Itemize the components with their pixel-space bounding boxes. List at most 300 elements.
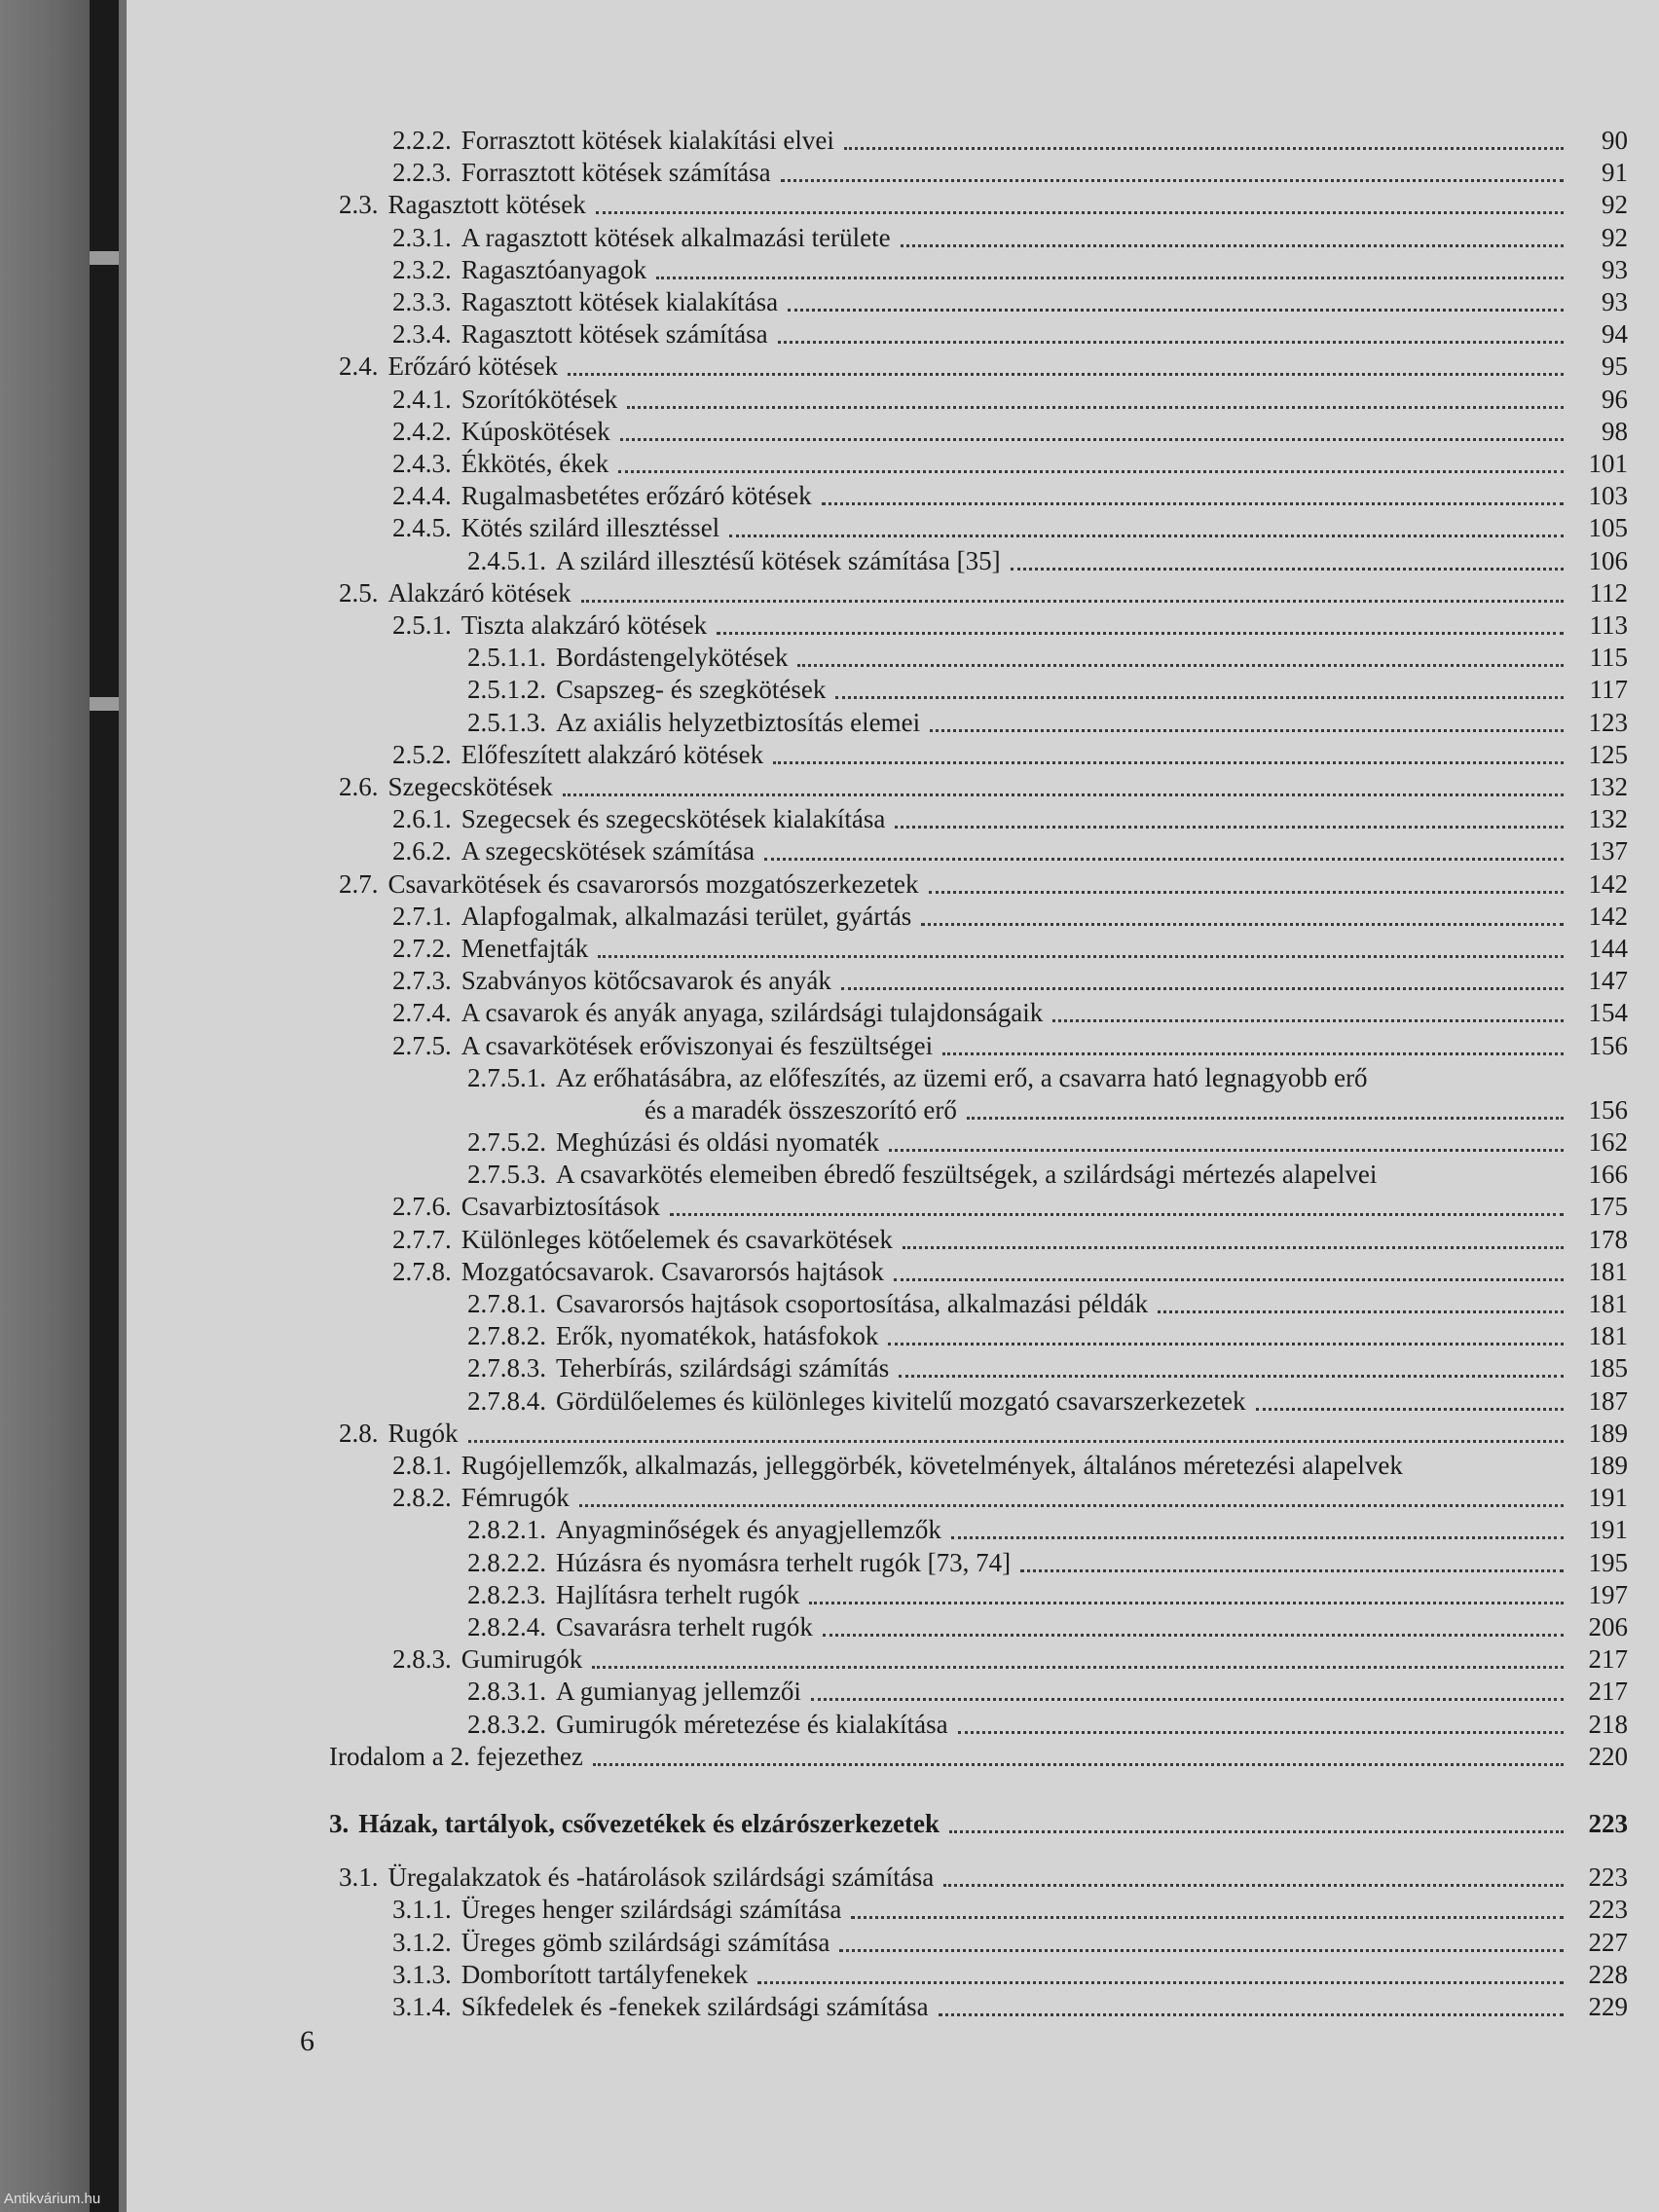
toc-entry-text: Rugójellemzők, alkalmazás, jelleggörbék, követelmények, általános méretezési alapelvek bbox=[461, 1451, 1403, 1480]
toc-entry bbox=[392, 218, 1628, 253]
toc-entry bbox=[467, 1575, 1628, 1610]
toc-entry-text: Előfeszített alakzáró kötések bbox=[461, 739, 764, 769]
toc-entry-title bbox=[339, 351, 558, 382]
toc-entry bbox=[392, 1026, 1628, 1061]
toc-entry-page: 228 bbox=[1588, 1959, 1628, 1989]
toc-entry-title bbox=[392, 223, 891, 253]
toc-entry bbox=[392, 282, 1628, 317]
toc-entry-page: 98 bbox=[1602, 416, 1628, 446]
toc-leader-dots bbox=[949, 1830, 1564, 1833]
toc-entry-page: 142 bbox=[1588, 868, 1628, 899]
toc-entry-text: Forrasztott kötések számítása bbox=[461, 158, 771, 188]
toc-entry-number: 2.8.2.1. bbox=[467, 1515, 546, 1545]
toc-leader-dots bbox=[717, 632, 1564, 635]
toc-leader-dots bbox=[889, 1149, 1564, 1152]
toc-entry-number: 2.3.3. bbox=[392, 287, 452, 316]
toc-leader-dots bbox=[930, 729, 1564, 732]
toc-entry bbox=[392, 606, 1628, 641]
toc-entry-number: 2.7.5.2. bbox=[467, 1127, 546, 1157]
toc-entry bbox=[392, 961, 1628, 996]
toc-leader-dots bbox=[670, 1213, 1564, 1216]
toc-entry-number: 2.3.4. bbox=[392, 319, 452, 350]
toc-entry-text: Az axiális helyzetbiztosítás elemei bbox=[556, 707, 921, 737]
toc-entry-number: 2.5. bbox=[339, 577, 379, 608]
toc-entry-title bbox=[467, 1677, 801, 1707]
toc-entry-text: Erőzáró kötések bbox=[387, 351, 559, 382]
toc-leader-dots bbox=[929, 891, 1564, 894]
toc-entry-title bbox=[467, 1063, 1368, 1093]
toc-entry-page: 93 bbox=[1602, 254, 1628, 284]
toc-entry-page: 195 bbox=[1588, 1547, 1628, 1577]
toc-entry-number: 2.5.1. bbox=[392, 610, 452, 640]
toc-entry bbox=[339, 865, 1628, 900]
toc-entry-text: Ragasztott kötések számítása bbox=[461, 319, 768, 350]
toc-entry-number: 2.8.2. bbox=[392, 1483, 452, 1513]
toc-entry-page: 223 bbox=[1588, 1862, 1628, 1893]
toc-entry bbox=[467, 638, 1628, 673]
toc-leader-dots bbox=[901, 244, 1564, 247]
toc-entry-title bbox=[392, 255, 646, 285]
toc-entry-page: 191 bbox=[1588, 1515, 1628, 1545]
toc-entry-page: 144 bbox=[1588, 934, 1628, 963]
toc-leader-dots bbox=[839, 1949, 1564, 1952]
toc-entry-page: 154 bbox=[1588, 998, 1628, 1028]
toc-leader-dots bbox=[598, 955, 1564, 958]
toc-entry-number: 3.1.2. bbox=[392, 1927, 452, 1957]
toc-entry bbox=[329, 1804, 1628, 1839]
toc-entry-text: Húzásra és nyomásra terhelt rugók [73, 74] bbox=[556, 1547, 1012, 1577]
toc-entry-text: Csavarkötések és csavarorsós mozgatószerkezetek bbox=[387, 868, 919, 899]
toc-entry bbox=[467, 1510, 1628, 1545]
toc-entry-title bbox=[467, 675, 826, 705]
toc-entry-title bbox=[467, 1612, 813, 1642]
toc-leader-dots bbox=[958, 1731, 1564, 1734]
toc-entry-page: 185 bbox=[1588, 1353, 1628, 1383]
toc-entry-text: Fémrugók bbox=[461, 1483, 570, 1513]
toc-entry-text: Üregalakzatok és -határolások szilárdsági számítása bbox=[387, 1862, 935, 1893]
page-number: 6 bbox=[300, 2025, 314, 2057]
toc-entry bbox=[392, 508, 1628, 543]
toc-leader-dots bbox=[967, 1117, 1564, 1120]
toc-entry bbox=[339, 1414, 1628, 1449]
toc-entry bbox=[392, 1220, 1628, 1255]
toc-entry-title bbox=[392, 1928, 830, 1958]
toc-entry-title bbox=[339, 772, 553, 802]
toc-entry-title bbox=[329, 1809, 940, 1839]
watermark: Antikvárium.hu bbox=[4, 2191, 101, 2207]
toc-entry bbox=[467, 670, 1628, 705]
toc-entry-page: 93 bbox=[1602, 287, 1628, 316]
toc-entry bbox=[467, 1155, 1628, 1190]
toc-entry bbox=[392, 1890, 1628, 1925]
toc-entry-page: 92 bbox=[1602, 222, 1628, 252]
toc-entry-number: 3.1. bbox=[339, 1862, 379, 1893]
toc-entry-title bbox=[467, 1353, 889, 1383]
toc-leader-dots bbox=[894, 1278, 1564, 1281]
toc-entry-title bbox=[339, 1419, 459, 1449]
toc-entry-text: Gördülőelemes és különleges kivitelű mozgató csavarszerkezetek bbox=[556, 1385, 1246, 1416]
toc-entry-page: 125 bbox=[1588, 739, 1628, 769]
toc-entry bbox=[392, 1987, 1628, 2022]
toc-leader-dots bbox=[773, 761, 1564, 764]
toc-entry-text: Szegecskötések bbox=[387, 772, 553, 801]
toc-entry-text: Bordástengelykötések bbox=[556, 643, 789, 673]
toc-leader-dots bbox=[618, 470, 1564, 473]
toc-entry bbox=[392, 1187, 1628, 1222]
toc-entry-number: 2.6.2. bbox=[392, 836, 452, 866]
toc-entry-number: 2.3.2. bbox=[392, 254, 452, 284]
toc-entry-title bbox=[392, 740, 763, 770]
toc-entry-number: 2.8.2.3. bbox=[467, 1579, 546, 1609]
toc-entry bbox=[392, 831, 1628, 866]
toc-entry-title bbox=[392, 449, 608, 479]
toc-entry-number: 2.4. bbox=[339, 351, 379, 382]
toc-entry-title bbox=[339, 578, 571, 608]
toc-entry-number: 2.7.5.1. bbox=[467, 1062, 546, 1092]
toc-entry-title bbox=[467, 1160, 1377, 1190]
toc-entry-page: 103 bbox=[1588, 481, 1628, 511]
toc-entry-text: Házak, tartályok, csővezetékek és elzárószerkezetek bbox=[358, 1809, 940, 1838]
toc-entry-text: Rugalmasbetétes erőzáró kötések bbox=[461, 481, 812, 511]
toc-leader-dots bbox=[563, 793, 1564, 796]
toc-entry bbox=[392, 897, 1628, 932]
toc-entry-title bbox=[392, 385, 617, 415]
toc-entry-page: 220 bbox=[1588, 1741, 1628, 1771]
toc-leader-dots bbox=[1020, 1569, 1564, 1572]
toc-entry-text: Ragasztott kötések bbox=[387, 190, 586, 220]
toc-entry-number: 2.8.3. bbox=[392, 1644, 452, 1675]
toc-entry-number: 2.7.8.1. bbox=[467, 1289, 546, 1318]
toc-entry bbox=[467, 1123, 1628, 1158]
toc-entry-text: Teherbírás, szilárdsági számítás bbox=[556, 1353, 890, 1383]
toc-entry-title bbox=[392, 158, 771, 188]
toc-entry-text: Meghúzási és oldási nyomaték bbox=[556, 1127, 880, 1157]
toc-entry bbox=[392, 250, 1628, 285]
toc-entry-text: Ékkötés, ékek bbox=[461, 449, 609, 478]
toc-leader-dots bbox=[627, 406, 1564, 409]
toc-entry-text: Alapfogalmak, alkalmazási terület, gyártás bbox=[461, 901, 912, 931]
toc-entry-title bbox=[392, 287, 778, 317]
toc-entry-page: 217 bbox=[1588, 1677, 1628, 1707]
toc-entry bbox=[339, 185, 1628, 220]
toc-entry bbox=[339, 767, 1628, 802]
toc-entry-page: 105 bbox=[1588, 513, 1628, 543]
toc-entry-title bbox=[392, 481, 812, 511]
toc-leader-dots bbox=[888, 1343, 1564, 1346]
book-spine bbox=[90, 0, 119, 2212]
toc-entry-text: Rugók bbox=[387, 1418, 459, 1448]
toc-entry bbox=[392, 799, 1628, 834]
toc-leader-dots bbox=[809, 1602, 1564, 1604]
toc-entry-title bbox=[392, 1483, 570, 1513]
toc-entry-title bbox=[467, 1515, 941, 1545]
toc-entry-page: 142 bbox=[1588, 901, 1628, 931]
toc-entry-number: 2.7.1. bbox=[392, 901, 452, 931]
toc-entry-title bbox=[392, 126, 834, 156]
toc-entry bbox=[467, 1058, 1628, 1093]
toc-entry-text: A szilárd illesztésű kötések számítása [35] bbox=[556, 545, 1001, 575]
toc-entry-number: 2.7.2. bbox=[392, 934, 452, 963]
toc-entry-text: Forrasztott kötések kialakítási elvei bbox=[461, 126, 834, 155]
toc-leader-dots bbox=[823, 1634, 1564, 1637]
toc-entry bbox=[392, 380, 1628, 415]
spine-mark bbox=[90, 697, 119, 711]
toc-entry-title bbox=[339, 869, 919, 900]
toc-leader-dots bbox=[895, 826, 1564, 829]
toc-entry-text: A szegecskötések számítása bbox=[461, 836, 756, 866]
toc-leader-dots bbox=[899, 1375, 1564, 1378]
toc-entry-text: A csavarkötés elemeiben ébredő feszültségek, a szilárdsági mértezés alapelvei bbox=[556, 1160, 1378, 1190]
toc-entry-number: 2.7.6. bbox=[392, 1192, 452, 1222]
toc-entry-page: 96 bbox=[1602, 384, 1628, 414]
toc-entry-text: Tiszta alakzáró kötések bbox=[461, 610, 708, 640]
toc-leader-dots bbox=[757, 1981, 1564, 1984]
toc-entry-number: 2.7.5. bbox=[392, 1030, 452, 1060]
toc-leader-dots bbox=[620, 438, 1564, 441]
toc-entry bbox=[467, 703, 1628, 738]
toc-leader-dots bbox=[581, 600, 1564, 603]
toc-entry-number: 2.3. bbox=[339, 190, 379, 220]
toc-entry bbox=[392, 1955, 1628, 1990]
toc-entry-number: 2.5.1.2. bbox=[467, 675, 546, 705]
toc-entry-number: 2.5.1.3. bbox=[467, 707, 546, 737]
toc-entry-number: 2.8.3.2. bbox=[467, 1709, 546, 1739]
toc-entry-number: 2.2.3. bbox=[392, 158, 452, 188]
toc-entry bbox=[392, 412, 1628, 447]
toc-leader-dots bbox=[1158, 1310, 1564, 1313]
toc-entry-page: 181 bbox=[1588, 1256, 1628, 1286]
toc-leader-dots bbox=[951, 1536, 1564, 1539]
toc-leader-dots bbox=[596, 211, 1564, 214]
toc-entry-page: 217 bbox=[1588, 1644, 1628, 1675]
background-left bbox=[0, 0, 90, 2212]
toc-leader-dots bbox=[939, 2013, 1564, 2016]
toc-entry-number: 2.8.2.2. bbox=[467, 1547, 546, 1577]
toc-entry-number: 2.7.7. bbox=[392, 1224, 452, 1254]
toc-entry-text: Különleges kötőelemek és csavarkötések bbox=[461, 1224, 893, 1254]
toc-entry-page: 137 bbox=[1588, 836, 1628, 866]
document-page bbox=[127, 0, 1659, 2212]
toc-leader-dots bbox=[579, 1504, 1564, 1507]
toc-entry-number: 3.1.4. bbox=[392, 1992, 452, 2021]
toc-entry-title bbox=[467, 1580, 799, 1610]
toc-entry-title bbox=[467, 708, 920, 738]
toc-entry-number: 2.4.2. bbox=[392, 416, 452, 446]
toc-entry-number: 2.5.1.1. bbox=[467, 643, 546, 673]
toc-leader-dots bbox=[788, 309, 1564, 312]
toc-entry-title bbox=[392, 1644, 582, 1675]
toc-entry-page: 106 bbox=[1588, 545, 1628, 575]
toc-entry-text: Domborított tartályfenekek bbox=[461, 1959, 749, 1989]
toc-entry-title bbox=[339, 190, 586, 220]
toc-entry-page: 227 bbox=[1588, 1927, 1628, 1957]
toc-entry-number: 2.7. bbox=[339, 868, 379, 899]
toc-entry-text: Kúposkötések bbox=[461, 416, 610, 446]
toc-entry-number: 2.4.3. bbox=[392, 449, 452, 478]
toc-entry-title bbox=[467, 546, 1001, 576]
toc-entry bbox=[467, 1284, 1628, 1319]
toc-entry bbox=[339, 573, 1628, 608]
toc-entry-text: Anyagminőségek és anyagjellemzők bbox=[556, 1515, 941, 1545]
toc-entry-title bbox=[392, 902, 911, 932]
toc-entry-number: 2.7.3. bbox=[392, 966, 452, 996]
toc-entry-page: 166 bbox=[1588, 1160, 1628, 1190]
toc-entry-number: 3.1.3. bbox=[392, 1959, 452, 1989]
toc-entry-page: 162 bbox=[1588, 1127, 1628, 1157]
spine-mark bbox=[90, 251, 119, 265]
toc-entry-number: 2.8.2.4. bbox=[467, 1612, 546, 1641]
toc-entry-page: 132 bbox=[1588, 804, 1628, 834]
toc-entry-page: 197 bbox=[1588, 1579, 1628, 1609]
toc-entry-title bbox=[392, 836, 755, 866]
toc-entry-number: 2.4.1. bbox=[392, 384, 452, 414]
toc-leader-dots bbox=[835, 696, 1564, 699]
toc-entry-text: Szegecsek és szegecskötések kialakítása bbox=[461, 804, 886, 834]
toc-entry-title bbox=[392, 610, 707, 641]
toc-entry-page: 178 bbox=[1588, 1224, 1628, 1254]
toc-entry-number: 2.2.2. bbox=[392, 126, 452, 155]
toc-entry-text: Gumirugók méretezése és kialakítása bbox=[556, 1709, 948, 1739]
toc-entry-page: 181 bbox=[1588, 1321, 1628, 1351]
toc-entry-text: Szabványos kötőcsavarok és anyák bbox=[461, 966, 831, 996]
toc-leader-dots bbox=[841, 987, 1564, 990]
toc-entry-page: 101 bbox=[1588, 449, 1628, 478]
toc-entry-number: 2.5.2. bbox=[392, 739, 452, 769]
toc-entry-number: 2.7.5.3. bbox=[467, 1160, 546, 1190]
toc-leader-dots bbox=[729, 535, 1564, 537]
toc-leader-dots bbox=[592, 1666, 1564, 1669]
toc-entry bbox=[329, 1737, 1628, 1772]
toc-entry bbox=[392, 1923, 1628, 1958]
toc-entry-text: Ragasztott kötések kialakítása bbox=[461, 287, 779, 316]
toc-entry bbox=[392, 476, 1628, 511]
toc-entry-title bbox=[392, 417, 610, 447]
toc-entry-title bbox=[392, 1960, 748, 1990]
toc-entry-page: 123 bbox=[1588, 707, 1628, 737]
toc-entry bbox=[392, 929, 1628, 964]
toc-leader-dots bbox=[921, 923, 1564, 926]
toc-entry-title bbox=[392, 1225, 893, 1255]
toc-entry-page: 90 bbox=[1602, 126, 1628, 155]
toc-entry bbox=[467, 1607, 1628, 1642]
toc-leader-dots bbox=[593, 1763, 1564, 1766]
toc-entry-page: 189 bbox=[1588, 1418, 1628, 1448]
toc-leader-dots bbox=[851, 1916, 1564, 1919]
toc-entry-page: 187 bbox=[1588, 1385, 1628, 1416]
toc-entry-title bbox=[467, 1289, 1148, 1319]
toc-leader-dots bbox=[844, 147, 1564, 150]
toc-entry-page: 147 bbox=[1588, 966, 1628, 996]
toc-entry-page: 156 bbox=[1588, 1094, 1628, 1124]
toc-entry-title bbox=[392, 1031, 933, 1061]
toc-entry-page: 189 bbox=[1588, 1451, 1628, 1480]
toc-entry-title bbox=[392, 1895, 841, 1925]
toc-entry-text: Üreges henger szilárdsági számítása bbox=[461, 1895, 842, 1925]
toc-leader-dots bbox=[903, 1246, 1564, 1249]
toc-entry bbox=[392, 1446, 1628, 1481]
toc-entry-title bbox=[392, 1192, 660, 1222]
toc-leader-dots bbox=[942, 1052, 1564, 1055]
toc-entry-number: 2.8.3.1. bbox=[467, 1677, 546, 1707]
toc-entry-number: 2.3.1. bbox=[392, 222, 452, 252]
toc-entry-text: Alakzáró kötések bbox=[387, 577, 571, 608]
toc-entry bbox=[392, 153, 1628, 188]
toc-entry-number: 2.4.5.1. bbox=[467, 545, 546, 575]
toc-entry-page: 94 bbox=[1602, 319, 1628, 350]
toc-entry-number: 2.7.8.3. bbox=[467, 1353, 546, 1383]
toc-entry-title bbox=[392, 966, 831, 996]
toc-entry-text: Síkfedelek és -fenekek szilárdsági számítása bbox=[461, 1992, 929, 2021]
toc-entry-text: A csavarkötések erőviszonyai és feszültségei bbox=[461, 1030, 934, 1060]
toc-entry-number: 3.1.1. bbox=[392, 1895, 452, 1925]
toc-entry-page: 181 bbox=[1588, 1289, 1628, 1318]
toc-entry-page: 115 bbox=[1589, 643, 1628, 673]
toc-entry-text: A gumianyag jellemzői bbox=[556, 1677, 801, 1707]
toc-entry bbox=[339, 347, 1628, 382]
toc-leader-dots bbox=[1011, 568, 1564, 571]
toc-leader-dots bbox=[1256, 1408, 1565, 1411]
toc-entry-title bbox=[467, 1386, 1246, 1417]
toc-entry-text: Erők, nyomatékok, hatásfokok bbox=[556, 1321, 879, 1351]
toc-entry-number: 2.7.8.4. bbox=[467, 1385, 546, 1416]
toc-entry-page: 117 bbox=[1589, 675, 1628, 705]
toc-entry-text: Hajlításra terhelt rugók bbox=[556, 1579, 800, 1609]
toc-entry-title: Irodalom a 2. fejezethez bbox=[329, 1741, 583, 1771]
toc-entry-title bbox=[392, 998, 1043, 1028]
toc-entry-number: 2.4.4. bbox=[392, 481, 452, 511]
toc-entry-title bbox=[339, 1862, 934, 1893]
toc-entry-number: 2.4.5. bbox=[392, 513, 452, 543]
toc-entry-page: 156 bbox=[1588, 1030, 1628, 1060]
toc-entry-text: Csavarorsós hajtások csoportosítása, alkalmazási példák bbox=[556, 1289, 1149, 1318]
toc-entry-text: A ragasztott kötések alkalmazási területe bbox=[461, 222, 891, 252]
toc-entry-page: 112 bbox=[1589, 577, 1628, 608]
toc-leader-dots bbox=[781, 179, 1564, 182]
toc-entry-page: 206 bbox=[1588, 1612, 1628, 1641]
toc-entry-title bbox=[392, 1257, 884, 1287]
toc-entry-title: és a maradék összeszorító erő bbox=[645, 1094, 957, 1124]
toc-entry-page: 92 bbox=[1602, 190, 1628, 220]
toc-entry-title bbox=[467, 1548, 1011, 1578]
toc-entry-text: Csapszeg- és szegkötések bbox=[556, 675, 827, 705]
toc-entry-title bbox=[392, 804, 885, 834]
toc-entry bbox=[339, 1858, 1628, 1893]
toc-entry bbox=[467, 1705, 1628, 1740]
toc-entry bbox=[467, 541, 1628, 576]
toc-entry-number: 2.7.4. bbox=[392, 998, 452, 1028]
toc-entry-text: Menetfajták bbox=[461, 934, 589, 963]
toc-entry-page: 113 bbox=[1589, 610, 1628, 640]
toc-entry-page: 229 bbox=[1588, 1992, 1628, 2021]
toc-leader-dots bbox=[468, 1440, 1564, 1443]
toc-entry bbox=[392, 1640, 1628, 1675]
toc-entry bbox=[467, 1543, 1628, 1578]
toc-entry bbox=[392, 735, 1628, 770]
toc-entry bbox=[467, 1348, 1628, 1383]
toc-entry-number: 2.6. bbox=[339, 772, 379, 801]
toc-entry-page: 223 bbox=[1588, 1895, 1628, 1925]
toc-leader-dots bbox=[811, 1698, 1564, 1701]
toc-entry bbox=[392, 314, 1628, 350]
toc-entry-text: Mozgatócsavarok. Csavarorsós hajtások bbox=[461, 1256, 884, 1286]
toc-entry bbox=[392, 444, 1628, 479]
toc-entry-number: 2.8. bbox=[339, 1418, 379, 1448]
toc-entry-number: 2.7.8. bbox=[392, 1256, 452, 1286]
toc-entry-title bbox=[392, 934, 588, 964]
toc-leader-dots bbox=[943, 1884, 1564, 1887]
toc-entry-title bbox=[467, 1127, 879, 1158]
toc-entry-text: Gumirugók bbox=[461, 1644, 583, 1675]
